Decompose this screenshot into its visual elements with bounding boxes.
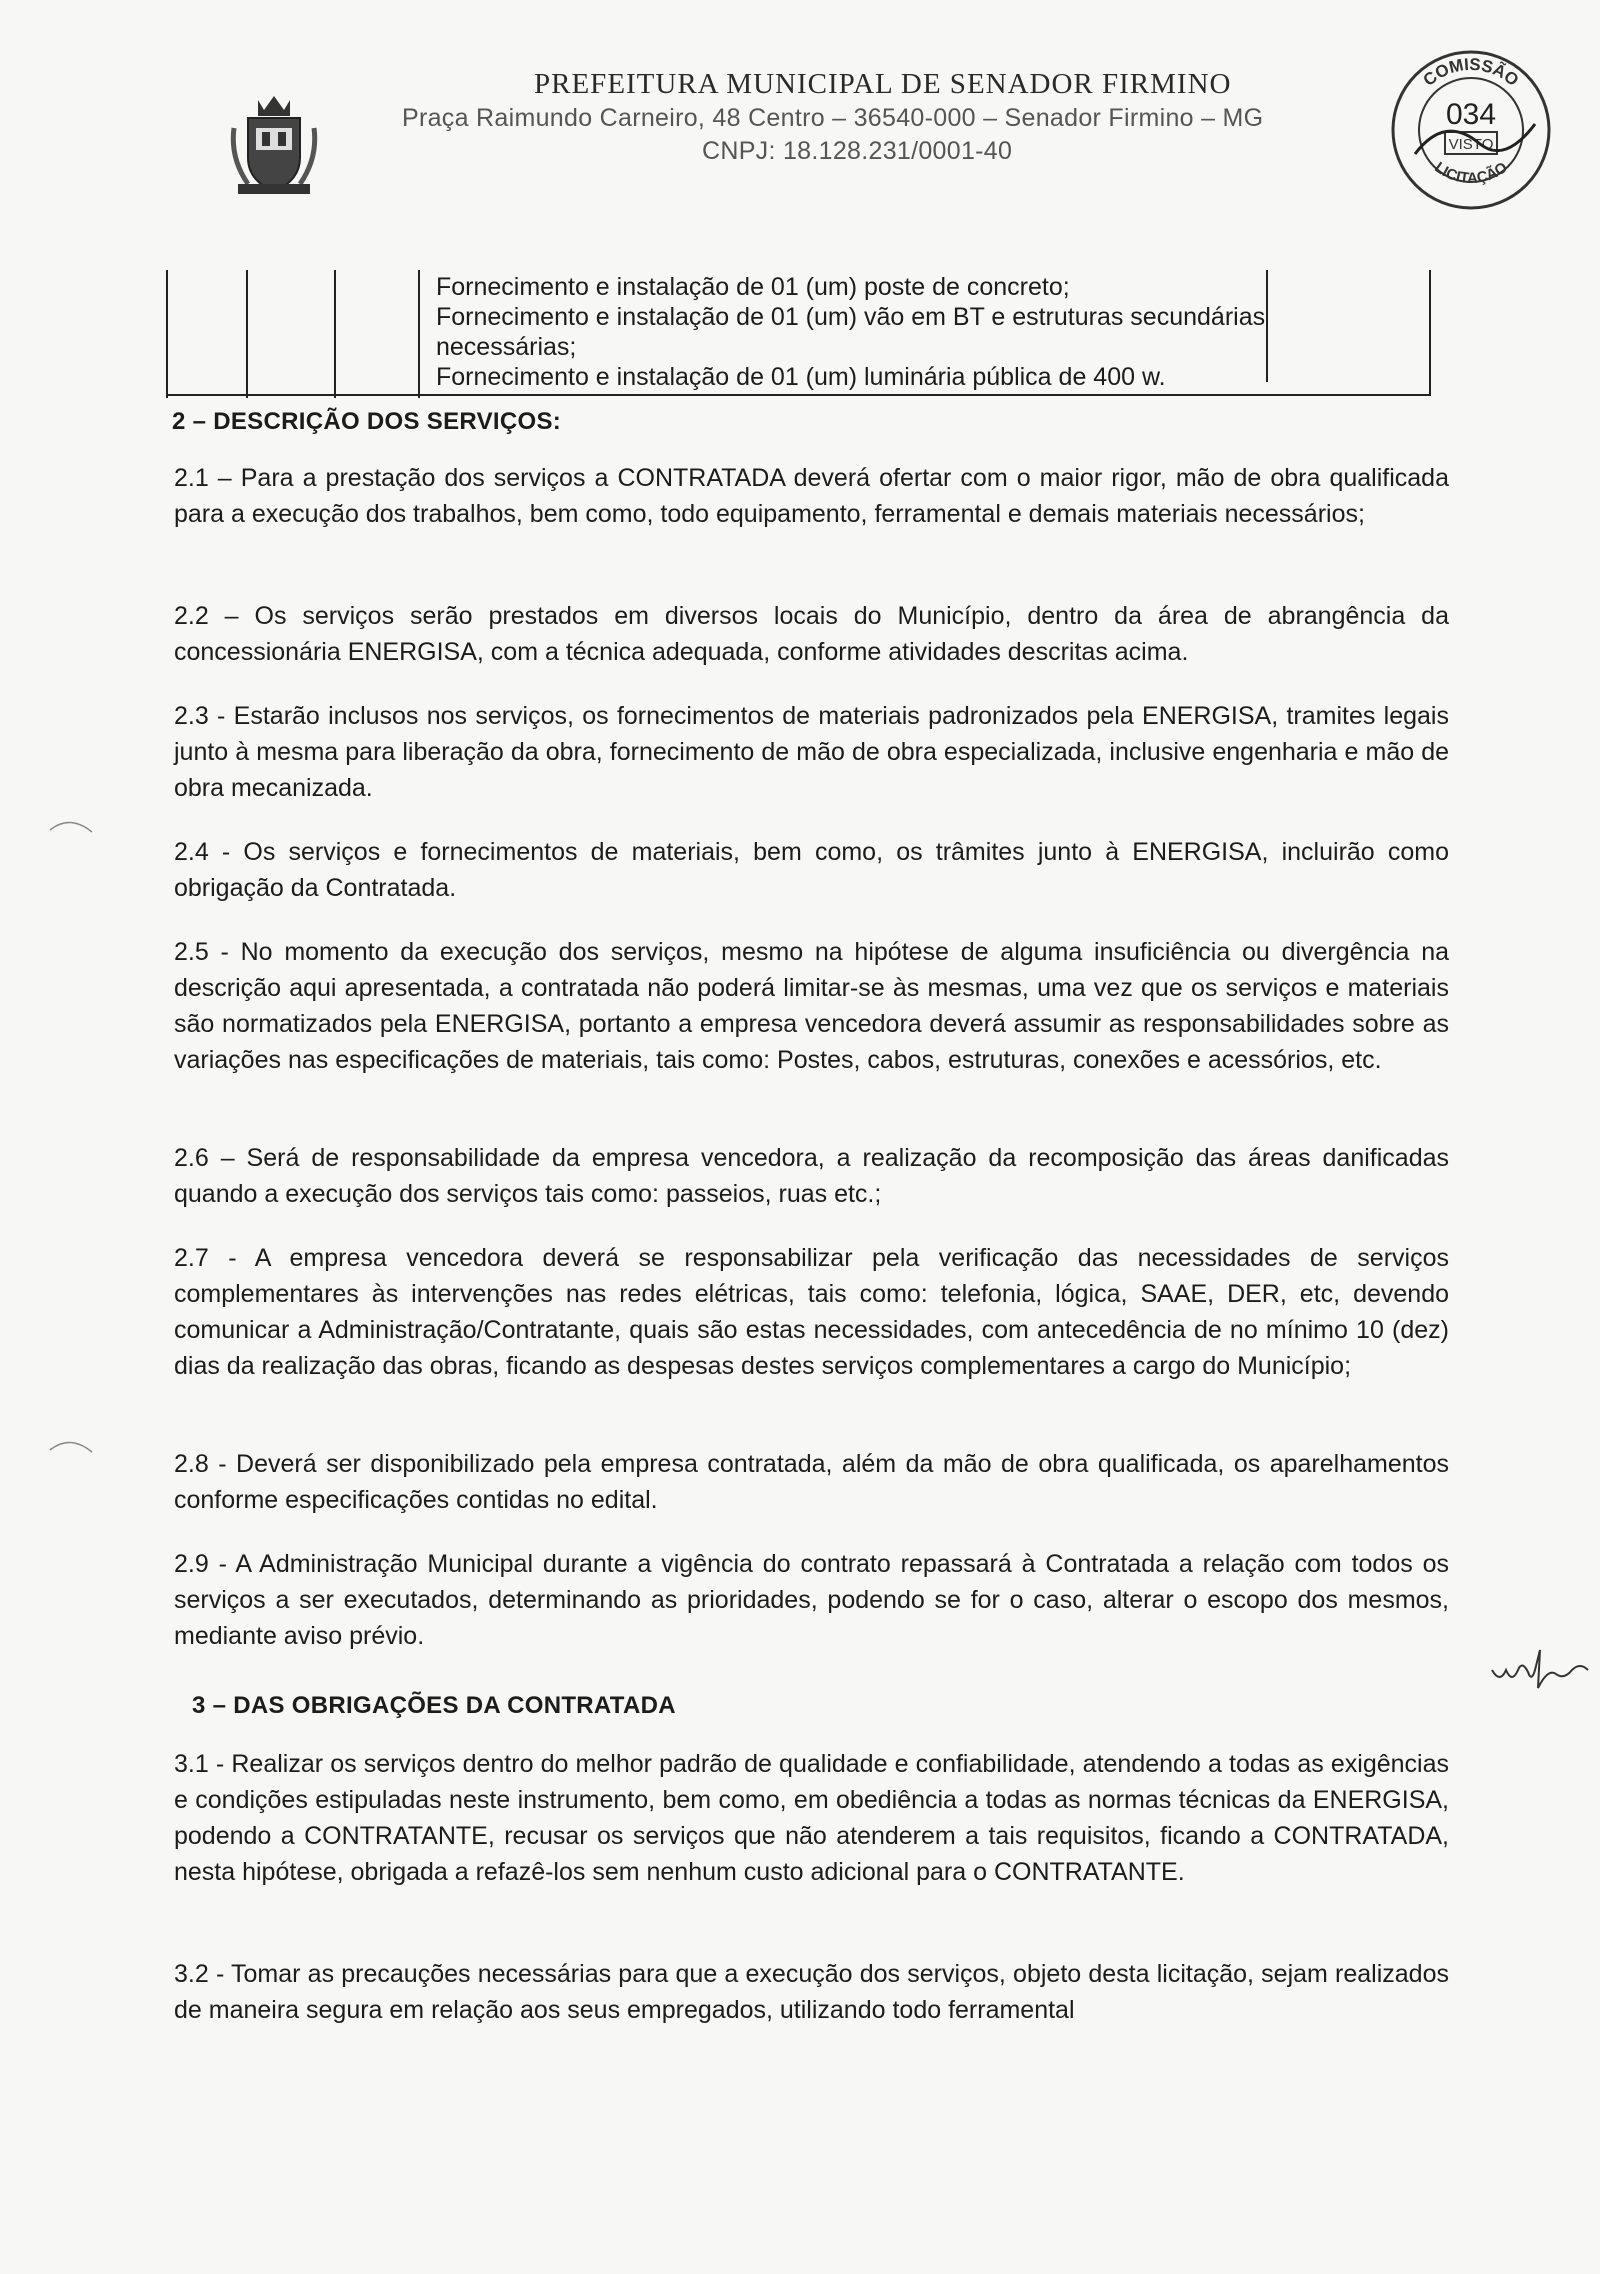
margin-initials-signature [1488,1640,1596,1696]
table-row: Fornecimento e instalação de 01 (um) luminária pública de 400 w. [436,363,1166,391]
paragraph-2-9: 2.9 - A Administração Municipal durante a vigência do contrato repassará à Contratada a relação com todos os serviços a ser executados, determinando as prioridades, podendo se for o caso, alterar o escopo dos mesmos, mediante aviso prévio. [174,1550,1449,1650]
stamp-top-text: COMISSÃO [1419,54,1523,90]
stamp-middle-text: VISTO [1448,136,1494,153]
paragraph-2-3: 2.3 - Estarão inclusos nos serviços, os fornecimentos de materiais padronizados pela ENERGISA, tramites legais junto à mesma para liberação da obra, fornecimento de mão de obra especializada, inclusive engenharia e mão de obra mecanizada. [174,702,1449,802]
commission-stamp [1385,44,1557,216]
paragraph-2-4: 2.4 - Os serviços e fornecimentos de materiais, bem como, os trâmites junto à ENERGISA, incluirão como obrigação da Contratada. [174,838,1449,902]
header-address: Praça Raimundo Carneiro, 48 Centro – 36540-000 – Senador Firmino – MG [402,104,1264,132]
section-2-title: 2 – DESCRIÇÃO DOS SERVIÇOS: [172,408,562,435]
table-row: Fornecimento e instalação de 01 (um) poste de concreto; [436,273,1070,301]
margin-mark [46,1430,96,1460]
paragraph-3-2: 3.2 - Tomar as precauções necessárias para que a execução dos serviços, objeto desta licitação, sejam realizados de maneira segura em relação aos seus empregados, utilizando todo ferramental [174,1960,1449,2024]
margin-mark [46,810,96,840]
svg-text:LICITAÇÃO [1431,159,1510,187]
stamp-number: 034 [1445,98,1497,131]
stamp-bottom-text: LICITAÇÃO [1431,158,1511,188]
paragraph-2-8: 2.8 - Deverá ser disponibilizado pela empresa contratada, além da mão de obra qualificada, os aparelhamentos conforme especificações contidas no edital. [174,1450,1449,1514]
header-cnpj: CNPJ: 18.128.231/0001-40 [702,137,1013,165]
paragraph-2-7: 2.7 - A empresa vencedora deverá se responsabilizar pela verificação das necessidades de serviços complementares às intervenções nas redes elétricas, tais como: telefonia, lógica, SAAE, DER, etc, devendo comunicar a Administração/Contratante, quais são estas necessidades, com antecedência de no mínimo 10 (dez) dias da realização das obras, ficando as despesas destes serviços complementares a cargo do Município; [174,1244,1449,1380]
section-3-title: 3 – DAS OBRIGAÇÕES DA CONTRATADA [192,1692,676,1719]
paragraph-2-2: 2.2 – Os serviços serão prestados em diversos locais do Município, dentro da área de abrangência da concessionária ENERGISA, com a técnica adequada, conforme atividades descritas acima. [174,602,1449,666]
paragraph-2-6: 2.6 – Será de responsabilidade da empresa vencedora, a realização da recomposição das áreas danificadas quando a execução dos serviços tais como: passeios, ruas etc.; [174,1144,1449,1208]
paragraph-3-1: 3.1 - Realizar os serviços dentro do melhor padrão de qualidade e confiabilidade, atendendo a todas as exigências e condições estipuladas neste instrumento, bem como, em obediência a todas as normas técnicas da ENERGISA, podendo a CONTRATANTE, recusar os serviços que não atenderem a tais requisitos, ficando a CONTRATADA, nesta hipótese, obrigada a refazê-los sem nenhum custo adicional para o CONTRATANTE. [174,1750,1449,1886]
municipal-crest-icon [228,88,320,198]
table-cell-description [436,272,1266,392]
paragraph-2-5: 2.5 - No momento da execução dos serviços, mesmo na hipótese de alguma insuficiência ou divergência na descrição aqui apresentada, a contratada não poderá limitar-se às mesmas, uma vez que os serviços e materiais são normatizados pela ENERGISA, portanto a empresa vencedora deverá assumir as responsabilidades sobre as variações nas especificações de materiais, tais como: Postes, cabos, estruturas, conexões e acessórios, etc. [174,938,1449,1074]
paragraph-2-1: 2.1 – Para a prestação dos serviços a CONTRATADA deverá ofertar com o maior rigor, mão de obra qualificada para a execução dos trabalhos, bem como, todo equipamento, ferramental e demais materiais necessários; [174,464,1449,528]
table-row: Fornecimento e instalação de 01 (um) vão em BT e estruturas secundárias necessárias; [436,303,1266,361]
header-title: PREFEITURA MUNICIPAL DE SENADOR FIRMINO [534,68,1232,100]
